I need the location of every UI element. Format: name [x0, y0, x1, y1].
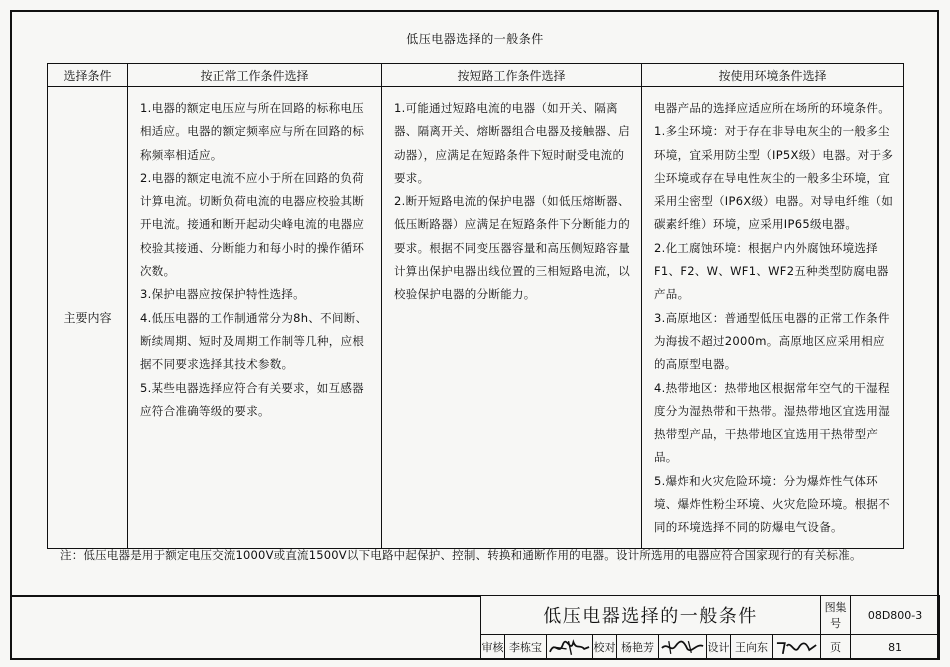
normal-item: 4.低压电器的工作制通常分为8h、不间断、断续周期、短时及周期工作制等几种，应根据不同要求选择其技术参数。 [140, 310, 368, 372]
environment-item: 3.高原地区：普通型低压电器的正常工作条件为海拔不超过2000m。高原地区应采用相应的高原型电器。 [654, 310, 890, 372]
design-label: 设计 [707, 635, 731, 660]
title-block-divider [10, 595, 480, 597]
environment-condition-cell [642, 87, 904, 549]
page-number: 81 [851, 635, 940, 660]
reviewer-name: 李栋宝 [505, 635, 547, 660]
footnote: 注：低压电器是用于额定电压交流1000V或直流1500V以下电路中起保护、控制、转换和通断作用的电器。设计所选用的电器应符合国家现行的有关标准。 [60, 548, 862, 562]
designer-signature [773, 635, 821, 660]
review-label: 审核 [481, 635, 505, 660]
row-label-main-content: 主要内容 [48, 87, 128, 549]
normal-item: 2.电器的额定电流不应小于所在回路的负荷计算电流。切断负荷电流的电器应校验其断开电流。接通和断开起动尖峰电流的电器应校验其接通、分断能力和每小时的操作循环次数。 [140, 170, 365, 279]
normal-item: 1.电器的额定电压应与所在回路的标称电压相适应。电器的额定频率应与所在回路的标称频率相适应。 [140, 101, 365, 162]
atlas-number: 08D800-3 [851, 596, 940, 635]
checker-signature [659, 635, 707, 660]
atlas-number-label: 图集号 [821, 596, 851, 635]
title-block-title: 低压电器选择的一般条件 [481, 596, 821, 635]
header-short-circuit-condition: 按短路工作条件选择 [382, 64, 642, 87]
normal-item: 3.保护电器应按保护特性选择。 [140, 287, 305, 302]
environment-item: 4.热带地区：热带地区根据常年空气的干湿程度分为湿热带和干热带。湿热带地区宜选用湿热带型产品，干热带地区宜选用干热带型产品。 [654, 380, 890, 465]
checker-name: 杨艳芳 [617, 635, 659, 660]
handwritten-signature-icon [547, 636, 592, 658]
normal-condition-cell [128, 87, 382, 549]
header-environment-condition: 按使用环境条件选择 [642, 64, 904, 87]
header-selection-condition: 选择条件 [48, 64, 128, 87]
handwritten-signature-icon [659, 636, 706, 658]
conditions-table [47, 63, 904, 549]
page-label: 页 [821, 635, 851, 660]
header-normal-condition: 按正常工作条件选择 [128, 64, 382, 87]
normal-item: 5.某些电器选择应符合有关要求，如互感器应符合准确等级的要求。 [140, 380, 364, 418]
header-row [48, 64, 904, 87]
short-circuit-item: 1.可能通过短路电流的电器（如开关、隔离器、隔离开关、熔断器组合电器及接触器、启动器），应满足在短路条件下短时耐受电流的要求。 [394, 101, 630, 185]
environment-item: 2.化工腐蚀环境：根据户内外腐蚀环境选择F1、F2、W、WF1、WF2五种类型防腐电器产品。 [654, 240, 889, 302]
document-title: 低压电器选择的一般条件 [406, 32, 544, 46]
short-circuit-item: 2.断开短路电流的保护电器（如低压熔断器、低压断路器）应满足在短路条件下分断能力的要求。根据不同变压器容量和高压侧短路容量计算出保护电器出线位置的三相短路电流，以校验保护电器的分断能力。 [394, 194, 630, 302]
handwritten-signature-icon [773, 636, 820, 658]
environment-item: 1.多尘环境：对于存在非导电灰尘的一般多尘环境，宜采用防尘型（IP5X级）电器。对于多尘环境或存在导电性灰尘的一般多尘环境，宜采用尘密型（IP6X级）电器。对导电纤维（如碳素纤维）环境，应采用IP65级电器。 [654, 124, 894, 232]
environment-item: 5.爆炸和火灾危险环境：分为爆炸性气体环境、爆炸性粉尘环境、火灾危险环境。根据不同的环境选择不同的防爆电气设备。 [654, 473, 890, 535]
environment-item: 电器产品的选择应适应所在场所的环境条件。 [654, 101, 890, 115]
designer-name: 王向东 [731, 635, 773, 660]
reviewer-signature [547, 635, 593, 660]
content-row [48, 87, 904, 549]
check-label: 校对 [593, 635, 617, 660]
title-block [480, 595, 940, 660]
short-circuit-condition-cell [382, 87, 642, 549]
